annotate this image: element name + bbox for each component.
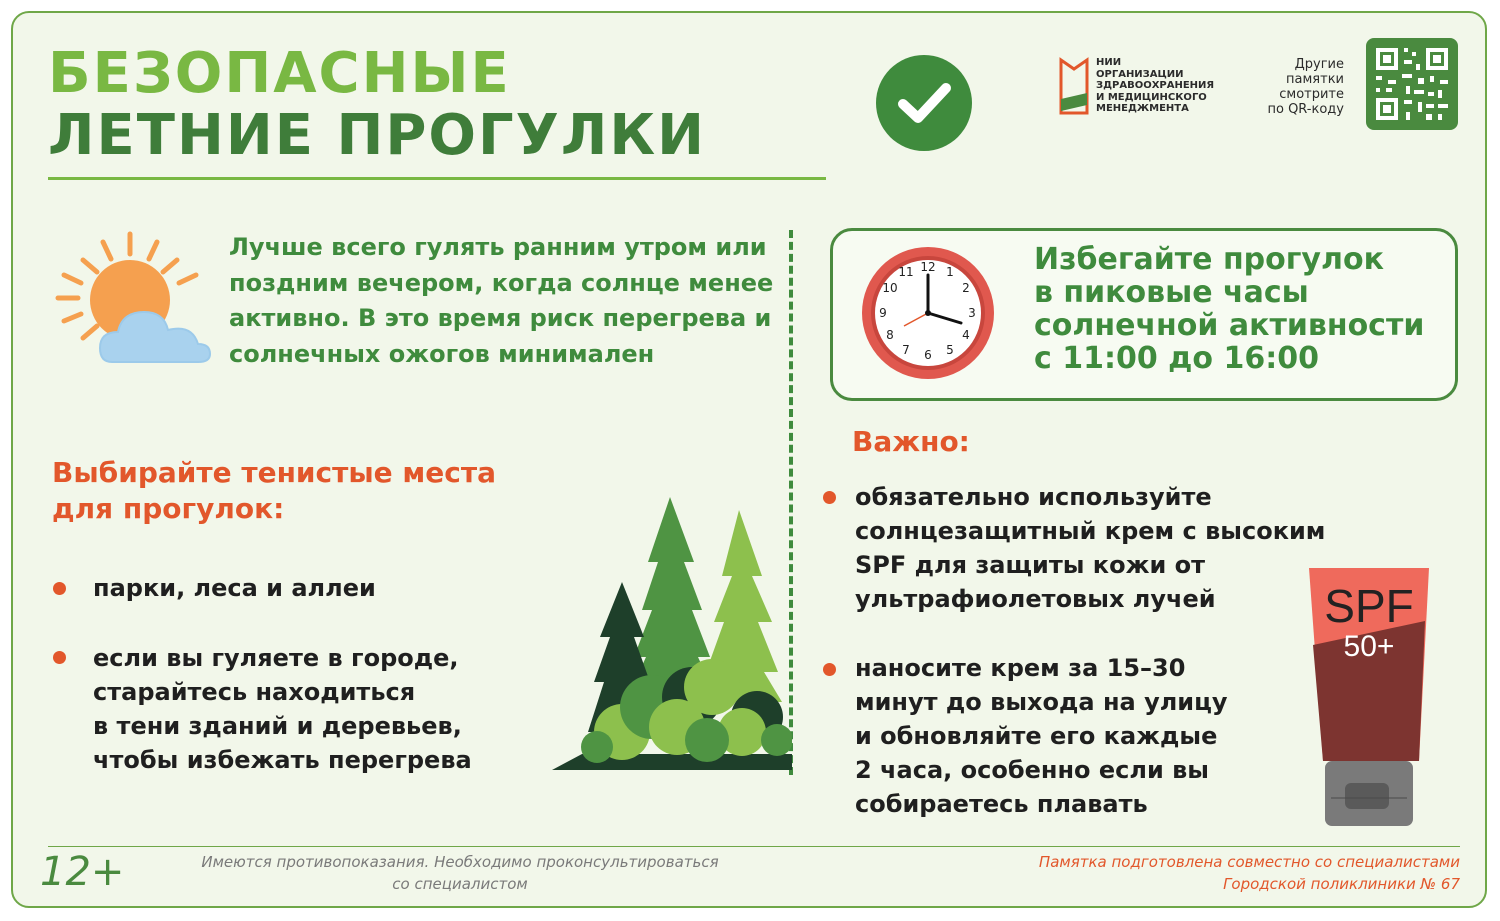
check-badge [876,55,972,151]
important-item-line: и обновляйте его каждые [855,722,1218,750]
qr-code-icon [1366,38,1458,130]
important-item-line: обязательно используйте [855,483,1212,511]
footer-divider [48,846,1460,847]
qr-caption-line: по QR-коду [1267,102,1344,117]
org-line: ОРГАНИЗАЦИИ [1096,68,1184,80]
clock-number: 2 [962,281,970,295]
org-logo-icon [1058,57,1090,123]
clock-number: 7 [902,343,910,357]
org-line: И МЕДИЦИНСКОГО [1096,91,1207,103]
important-item [855,651,1228,821]
clock-number: 8 [886,328,894,342]
clock-number: 9 [879,306,887,320]
peak-hours-text [1034,243,1454,375]
checkmark-icon [876,55,972,151]
clock-icon [858,243,998,387]
qr-caption-line: Другие [1294,57,1344,72]
credit-line: Памятка подготовлена совместно со специалистами [1038,853,1460,871]
spf-label: SPF [1324,580,1414,632]
peak-hours-line: в пиковые часы [1034,275,1309,310]
shade-item-line: старайтесь находиться [93,678,416,706]
bullet-dot [823,491,836,504]
footer-disclaimer [165,851,755,895]
org-line: ЗДРАВООХРАНЕНИЯ [1096,80,1215,91]
peak-hours-line: Избегайте прогулок [1034,242,1384,277]
clock-number: 11 [898,265,914,279]
time-tip-text: Лучше всего гулять ранним утром или поздним вечером, когда солнце менее активно. В это время риск перегрева и солнечных ожогов минимален [229,233,774,368]
important-item-line: собираетесь плавать [855,790,1148,818]
shade-item-line: в тени зданий и деревьев, [93,712,462,740]
shade-item [93,641,472,777]
disclaimer-line: Имеются противопоказания. Необходимо проконсультироваться [201,853,719,871]
clock-number: 6 [924,348,932,362]
sunscreen-tube-icon [1305,565,1435,834]
spf-value: 50+ [1343,630,1395,663]
clock-number: 3 [968,306,976,320]
important-item-line: минут до выхода на улицу [855,688,1228,716]
org-line: НИИ [1096,57,1122,68]
important-item-line: наносите крем за 15–30 [855,654,1186,682]
peak-hours-line: с 11:00 до 16:00 [1034,341,1319,376]
important-item-line: SPF для защиты кожи от [855,551,1206,579]
sun-cloud-icon [50,228,220,377]
org-name [1096,57,1214,115]
qr-caption-line: смотрите [1279,87,1344,102]
bullet-dot [53,582,66,595]
disclaimer-line: со специалистом [392,875,528,893]
footer-credit [960,851,1460,895]
title-line-2: ЛЕТНИЕ ПРОГУЛКИ [48,103,706,168]
important-item-line: ультрафиолетовых лучей [855,585,1216,613]
shade-item-line: парки, леса и аллеи [93,574,376,602]
important-item-line: 2 часа, особенно если вы [855,756,1210,784]
title-line-1: БЕЗОПАСНЫЕ [48,41,511,106]
shade-item-line: чтобы избежать перегрева [93,746,472,774]
qr-caption [1228,57,1344,117]
shade-item-line: если вы гуляете в городе, [93,644,459,672]
shade-heading-line: для прогулок: [52,492,285,525]
clock-number: 5 [946,343,954,357]
clock-number: 10 [882,281,898,295]
title-underline [48,177,826,180]
trees-illustration [552,492,792,776]
qr-caption-line: памятки [1286,72,1344,87]
shade-item [93,571,376,605]
important-heading: Важно: [852,425,970,458]
peak-hours-line: солнечной активности [1034,308,1425,343]
qr-code[interactable] [1366,38,1458,130]
org-line: МЕНЕДЖМЕНТА [1096,103,1189,114]
clock-number: 1 [946,265,954,279]
bullet-dot [53,651,66,664]
age-rating: 12+ [40,849,125,895]
bullet-dot [823,663,836,676]
important-item-line: солнцезащитный крем с высоким [855,517,1326,545]
clock-number: 4 [962,328,970,342]
credit-line: Городской поликлиники № 67 [1223,875,1460,893]
important-item [855,480,1325,616]
shade-heading-line: Выбирайте тенистые места [52,456,497,489]
shade-heading [52,455,572,527]
clock-number: 12 [920,260,936,274]
